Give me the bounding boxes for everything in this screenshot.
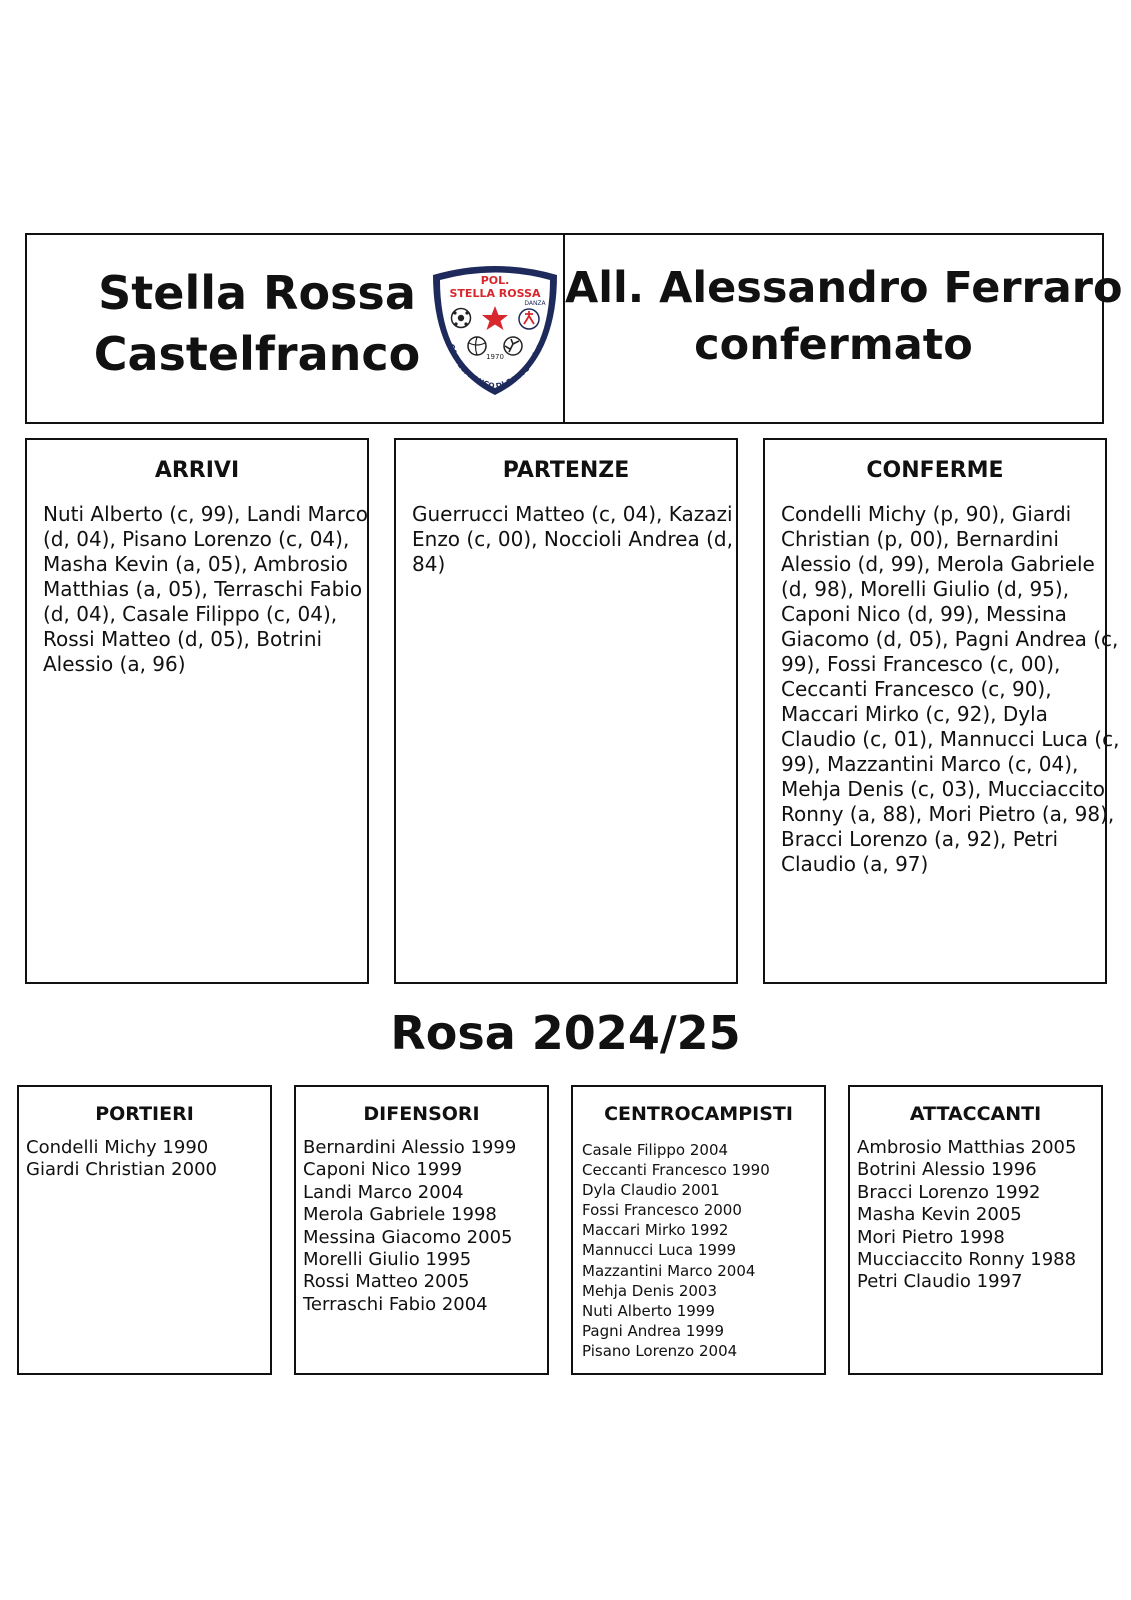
volleyball-icon [468, 337, 486, 355]
player-line: Dyla Claudio 2001 [582, 1181, 720, 1200]
text-line: (d, 04), Pisano Lorenzo (c, 04), [43, 527, 350, 551]
crest-danza-text: DANZA [524, 300, 546, 307]
text-line: Alessio (a, 96) [43, 652, 186, 676]
text-line: Masha Kevin (a, 05), Ambrosio [43, 552, 348, 576]
club-crest-icon [425, 261, 565, 397]
rosa-title: Rosa 2024/25 [390, 1006, 741, 1060]
player-line: Petri Claudio 1997 [857, 1271, 1023, 1293]
player-line: Landi Marco 2004 [303, 1181, 464, 1203]
centrocampisti-box [571, 1085, 826, 1375]
partenze-list [412, 502, 733, 577]
text-line: Christian (p, 00), Bernardini [781, 527, 1059, 551]
crest-top-text: POL. [480, 274, 510, 287]
player-line: Mazzantini Marco 2004 [582, 1261, 756, 1280]
text-line: Rossi Matteo (d, 05), Botrini [43, 627, 323, 651]
club-header-box [25, 233, 566, 424]
text-line: Mehja Denis (c, 03), Mucciaccito [781, 777, 1105, 801]
player-line: Morelli Giulio 1995 [303, 1249, 472, 1271]
player-line: Caponi Nico 1999 [303, 1159, 463, 1181]
player-line: Bracci Lorenzo 1992 [857, 1181, 1041, 1203]
conferme-list [781, 502, 1120, 877]
text-line: 99), Mazzantini Marco (c, 04), [781, 752, 1079, 776]
conferme-title: CONFERME [866, 458, 1004, 483]
text-line: Ronny (a, 88), Mori Pietro (a, 98), [781, 802, 1115, 826]
portieri-list [26, 1137, 266, 1182]
crest-name-text: STELLA ROSSA [449, 287, 541, 300]
difensori-list [303, 1137, 543, 1316]
text-line: 99), Fossi Francesco (c, 00), [781, 652, 1061, 676]
dance-icon [519, 309, 539, 329]
text-line: Giacomo (d, 05), Pagni Andrea (c, [781, 627, 1119, 651]
text-line: Claudio (a, 97) [781, 852, 929, 876]
coach-line: confermato [694, 319, 973, 370]
text-line: (d, 04), Casale Filippo (c, 04), [43, 602, 338, 626]
text-line: Alessio (d, 99), Merola Gabriele [781, 552, 1095, 576]
player-line: Mannucci Luca 1999 [582, 1241, 737, 1260]
text-line: Caponi Nico (d, 99), Messina [781, 602, 1067, 626]
portieri-box [17, 1085, 272, 1375]
football-icon [452, 309, 471, 328]
attaccanti-list [857, 1137, 1097, 1294]
text-line: Matthias (a, 05), Terraschi Fabio [43, 577, 363, 601]
player-line: Pisano Lorenzo 2004 [582, 1341, 738, 1360]
difensori-box [294, 1085, 549, 1375]
player-line: Casale Filippo 2004 [582, 1141, 729, 1159]
player-line: Ceccanti Francesco 1990 [582, 1161, 770, 1180]
text-line: Enzo (c, 00), Noccioli Andrea (d, [412, 527, 733, 551]
portieri-title: PORTIERI [95, 1103, 194, 1125]
coach-line: All. Alessandro Ferraro [565, 263, 1123, 313]
player-line: Masha Kevin 2005 [857, 1204, 1022, 1226]
player-line: Nuti Alberto 1999 [582, 1301, 715, 1320]
text-line: Claudio (c, 01), Mannucci Luca (c, [781, 727, 1120, 751]
player-line: Ambrosio Matthias 2005 [857, 1137, 1077, 1158]
player-line: Mori Pietro 1998 [857, 1226, 1005, 1248]
player-line: Bernardini Alessio 1999 [303, 1137, 517, 1158]
arrivi-title: ARRIVI [154, 458, 240, 483]
player-line: Fossi Francesco 2000 [582, 1201, 742, 1220]
player-line: Rossi Matteo 2005 [303, 1271, 470, 1293]
crest-year-text: 1970 [486, 353, 504, 361]
crest-ring-textpath: CASTELFRANCO DI SOTTO - Pisa [446, 342, 544, 392]
arrivi-list [43, 502, 368, 677]
text-line: Guerrucci Matteo (c, 04), Kazazi [412, 502, 733, 526]
club-name [57, 263, 457, 384]
martial-arts-icon [504, 337, 522, 355]
player-line: Merola Gabriele 1998 [303, 1204, 497, 1226]
player-line: Terraschi Fabio 2004 [303, 1293, 488, 1315]
partenze-title: PARTENZE [502, 458, 630, 483]
conferme-box [763, 438, 1120, 984]
text-line: Maccari Mirko (c, 92), Dyla [781, 702, 1048, 726]
attaccanti-box [848, 1085, 1103, 1375]
text-line: Ceccanti Francesco (c, 90), [781, 677, 1052, 701]
text-line: Nuti Alberto (c, 99), Landi Marco [43, 502, 368, 526]
coach-announcement [565, 260, 1123, 374]
player-line: Mucciaccito Ronny 1988 [857, 1249, 1077, 1271]
player-line: Maccari Mirko 1992 [582, 1221, 729, 1240]
arrivi-box [25, 438, 369, 984]
player-line: Messina Giacomo 2005 [303, 1226, 513, 1248]
centrocampisti-title: CENTROCAMPISTI [604, 1103, 793, 1125]
difensori-title: DIFENSORI [363, 1103, 480, 1125]
player-line: Giardi Christian 2000 [26, 1159, 217, 1181]
text-line: (d, 98), Morelli Giulio (d, 95), [781, 577, 1070, 601]
player-line: Condelli Michy 1990 [26, 1137, 209, 1158]
player-line: Mehja Denis 2003 [582, 1281, 718, 1300]
centrocampisti-list [582, 1140, 820, 1361]
text-line: Condelli Michy (p, 90), Giardi [781, 502, 1072, 526]
text-line: Bracci Lorenzo (a, 92), Petri [781, 827, 1059, 851]
coach-header-box [563, 233, 1123, 424]
club-name-line: Stella Rossa [98, 266, 416, 320]
player-line: Botrini Alessio 1996 [857, 1159, 1037, 1181]
text-line: 84) [412, 552, 446, 576]
club-name-line: Castelfranco [93, 326, 421, 381]
player-line: Pagni Andrea 1999 [582, 1321, 725, 1340]
partenze-box [394, 438, 738, 984]
attaccanti-title: ATTACCANTI [909, 1103, 1042, 1125]
